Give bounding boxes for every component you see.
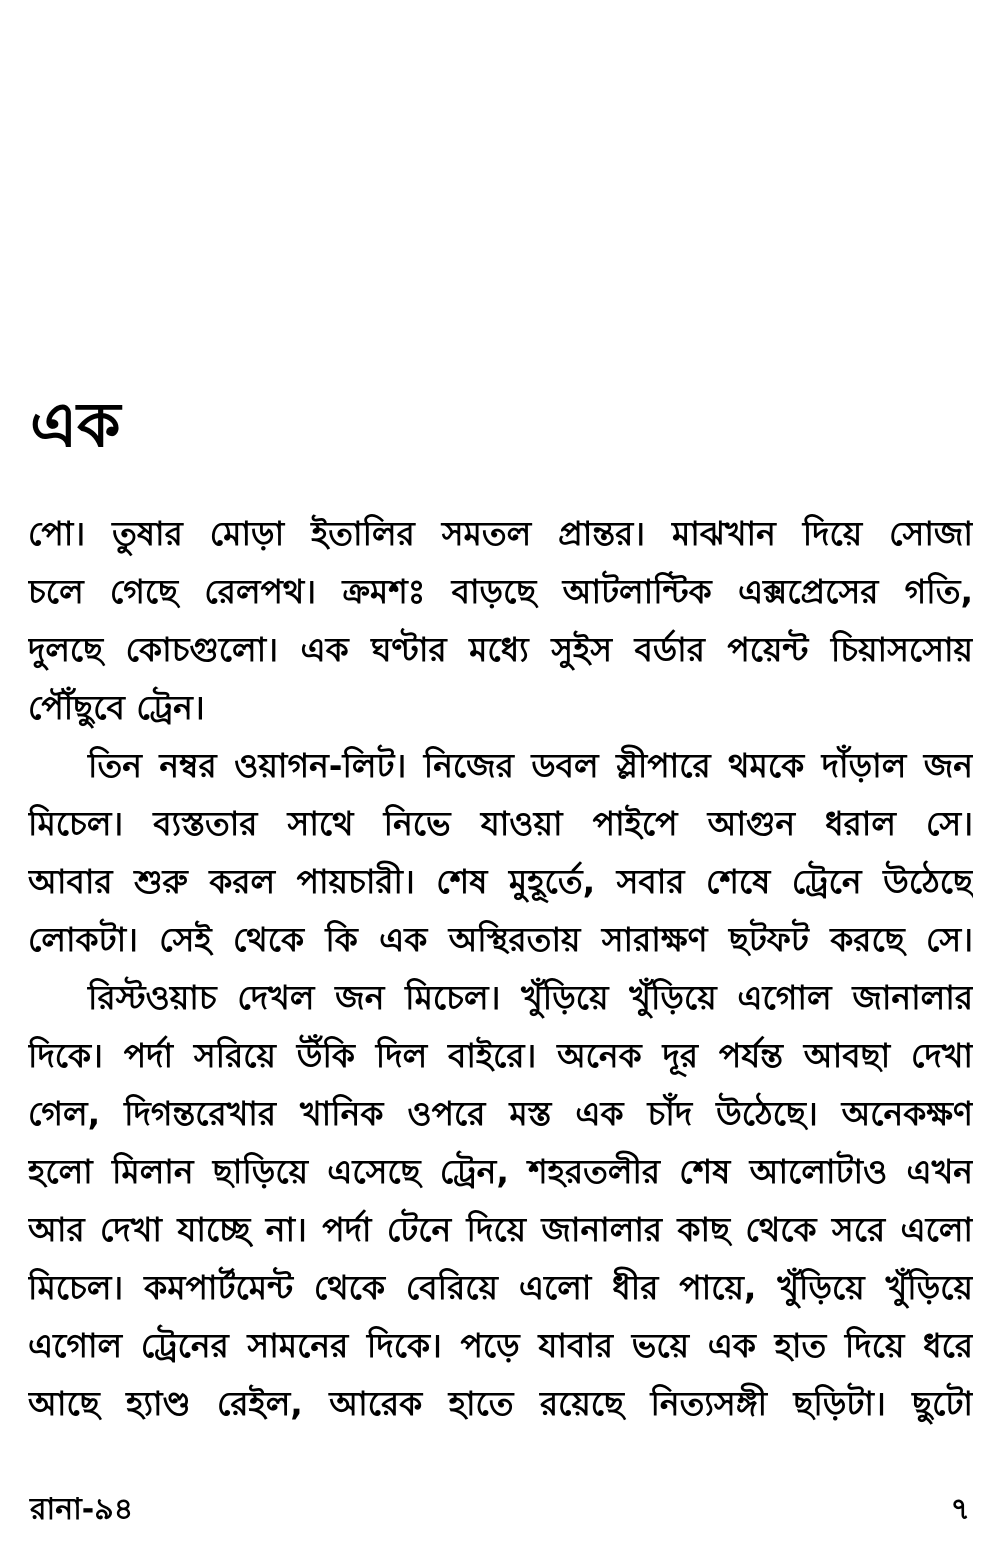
- text-line: আর দেখা যাচ্ছে না। পর্দা টেনে দিয়ে জানালার কাছ থেকে সরে এলো: [28, 1210, 973, 1249]
- text-line: হলো মিলান ছাড়িয়ে এসেছে ট্রেন, শহরতলীর শেষ আলোটাও এখন: [28, 1152, 973, 1191]
- text-line: আবার শুরু করল পায়চারী। শেষ মুহূর্তে, সবার শেষে ট্রেনে উঠেছে: [28, 862, 973, 901]
- text-line: পো। তুষার মোড়া ইতালির সমতল প্রান্তর। মাঝখান দিয়ে সোজা: [28, 514, 973, 553]
- text-line: পৌঁছুবে ট্রেন।: [28, 688, 205, 727]
- text-line: মিচেল। কমপার্টমেন্ট থেকে বেরিয়ে এলো ধীর পায়ে, খুঁড়িয়ে খুঁড়িয়ে: [28, 1268, 973, 1307]
- text-line: দিকে। পর্দা সরিয়ে উঁকি দিল বাইরে। অনেক দূর পর্যন্ত আবছা দেখা: [28, 1036, 973, 1075]
- text-line: তিন নম্বর ওয়াগন-লিট। নিজের ডবল স্লীপারে থমকে দাঁড়াল জন: [88, 746, 973, 785]
- page-number: ৭: [950, 1492, 970, 1527]
- text-line: রিস্টওয়াচ দেখল জন মিচেল। খুঁড়িয়ে খুঁড়িয়ে এগোল জানালার: [88, 978, 973, 1017]
- text-line: মিচেল। ব্যস্ততার সাথে নিভে যাওয়া পাইপে আগুন ধরাল সে।: [28, 804, 973, 843]
- text-line: এগোল ট্রেনের সামনের দিকে। পড়ে যাবার ভয়ে এক হাত দিয়ে ধরে: [28, 1326, 973, 1365]
- text-line: আছে হ্যাণ্ড রেইল, আরেক হাতে রয়েছে নিত্যসঙ্গী ছড়িটা। ছুটো: [28, 1384, 973, 1423]
- running-footer: রানা-৯৪: [30, 1492, 134, 1527]
- text-line: গেল, দিগন্তরেখার খানিক ওপরে মস্ত এক চাঁদ উঠেছে। অনেকক্ষণ: [28, 1094, 973, 1133]
- text-line: লোকটা। সেই থেকে কি এক অস্থিরতায় সারাক্ষণ ছটফট করছে সে।: [28, 920, 973, 959]
- chapter-title: এক: [30, 388, 121, 461]
- text-line: চলে গেছে রেলপথ। ক্রমশঃ বাড়ছে আটলান্টিক এক্সপ্রেসের গতি,: [28, 572, 973, 611]
- body-text: [28, 505, 973, 1433]
- text-line: দুলছে কোচগুলো। এক ঘণ্টার মধ্যে সুইস বর্ডার পয়েন্ট চিয়াসসোয়: [28, 630, 973, 669]
